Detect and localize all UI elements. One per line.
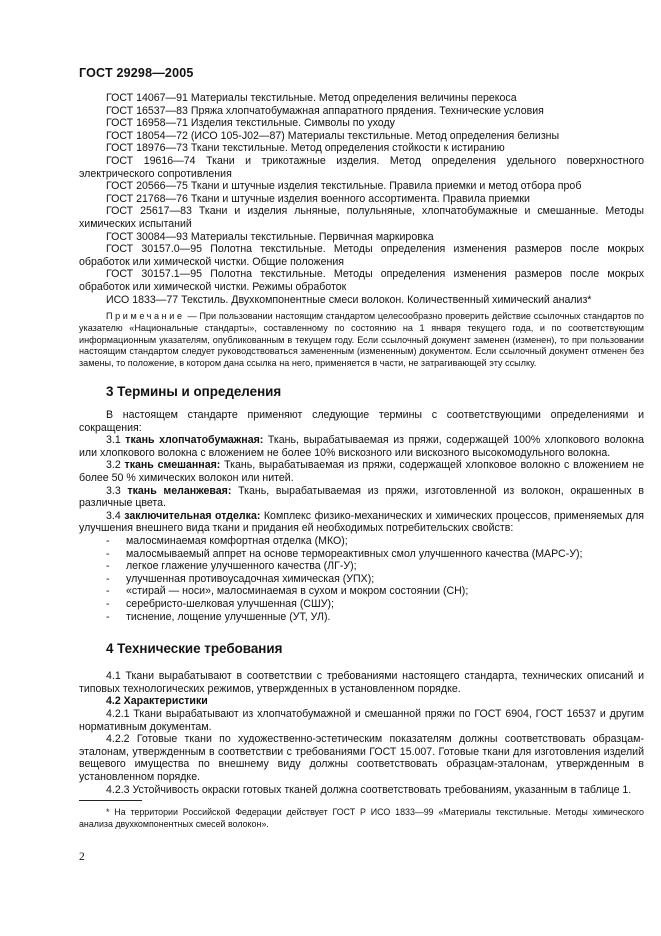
clause-4-2-heading: 4.2 Характеристики <box>106 695 208 708</box>
term-definition <box>79 459 644 484</box>
term-def: Ткань, вырабатываемая из пряжи, изготовленной из волокон, окрашенных в различные цвета. <box>79 484 644 510</box>
footnote-divider <box>79 800 142 801</box>
reference-item: ИСО 1833—77 Текстиль. Двухкомпонентные смеси волокон. Количественный химический анализ* <box>106 293 592 306</box>
finish-list <box>79 535 644 623</box>
note-text: — При пользовании настоящим стандартом целесообразно проверить действие ссылочных стандартов по указателю «Национальные стандарты», составленному по состоянию на 1 января текущего года, и по соответствующим информационным указателям, опубликованным в текущем году. Если ссылочный документ заменен (изменен), то при пользовании настоящим стандартом следует руководствоваться замененным (измененным) документом. Если ссылочный документ отменен без замены, то положение, в котором дана ссылка на него, применяется в части, не затрагивающей эту ссылку. <box>79 311 644 369</box>
list-item: - малосмываемый аппрет на основе термореактивных смол улучшенного качества (МАРС-У); <box>106 548 644 561</box>
list-item: - малосминаемая комфортная отделка (МКО); <box>106 535 644 548</box>
footnote: * На территории Российской Федерации действует ГОСТ Р ИСО 1833—99 «Материалы текстильные. Методы химического анализа двухкомпонентных смесей волокон». <box>79 807 644 829</box>
reference-item: ГОСТ 25617—83 Ткани и изделия льняные, полульняные, хлопчатобумажные и смешанные. Методы химических испытаний <box>79 205 644 230</box>
list-item: - улучшенная противоусадочная химическая (УПХ); <box>106 573 644 586</box>
term-def: Ткань, вырабатываемая из пряжи, содержащей хлопковое волокно с вложением не более 50 % химических волокон или нитей. <box>79 459 644 485</box>
clause-4-2-1: 4.2.1 Ткани вырабатывают из хлопчатобумажной и смешанной пряжи по ГОСТ 6904, ГОСТ 16537 и другим нормативным документам. <box>79 707 644 733</box>
section-4-title: 4 Технические требования <box>106 641 283 657</box>
clause-4-2-3: 4.2.3 Устойчивость окраски готовых тканей должна соответствовать требованиям, указанным в таблице 1. <box>106 783 632 796</box>
term-definition <box>79 510 644 535</box>
reference-item: ГОСТ 18054—72 (ИСО 105-J02—87) Материалы текстильные. Метод определения белизны <box>106 129 560 142</box>
term-definition <box>79 485 644 510</box>
page-body <box>79 92 644 831</box>
clause-4-2-2: 4.2.2 Готовые ткани по художественно-эстетическим показателям должны соответствовать образцам-эталонам, утвержденным в соответствии с требованиями ГОСТ 15.007. Готовые ткани для изготовления изделий вещевого имущества по внешнему виду должны соответствовать образцам-эталонам, утвержденным в установленном порядке. <box>79 733 644 783</box>
reference-item: ГОСТ 21768—76 Ткани и штучные изделия военного ассортимента. Правила приемки <box>106 192 530 205</box>
reference-item: ГОСТ 16958—71 Изделия текстильные. Символы по уходу <box>106 117 395 130</box>
term-name: ткань хлопчатобумажная: <box>125 434 264 447</box>
note-label: Примечание <box>106 311 185 322</box>
term-number: 3.4 <box>106 509 125 522</box>
term-number: 3.3 <box>106 484 128 497</box>
list-item: - серебристо-шелковая улучшенная (СШУ); <box>106 598 644 611</box>
page-header: ГОСТ 29298—2005 <box>79 66 194 80</box>
term-def: Ткань, вырабатываемая из пряжи, содержащей 100% хлопкового волокна или хлопкового волокна с вложением не более 10% вискозного или вискозного высокомодульного волокна. <box>79 434 644 459</box>
list-item: - «стирай — носи», малосминаемая в сухом и мокром состоянии (СН); <box>106 585 644 598</box>
reference-item: ГОСТ 30157.1—95 Полотна текстильные. Методы определения изменения размеров после мокрых обработок или химической чистки. Режимы обработок <box>79 268 644 293</box>
reference-item: ГОСТ 20566—75 Ткани и штучные изделия текстильные. Правила приемки и метод отбора проб <box>106 180 582 193</box>
section-3-title: 3 Термины и определения <box>106 384 282 400</box>
term-number: 3.2 <box>106 459 125 472</box>
clause-4-1: 4.1 Ткани вырабатывают в соответствии с требованиями настоящего стандарта, технических описаний и типовых технологических режимов, утвержденных в установленном порядке. <box>79 670 644 695</box>
reference-item: ГОСТ 19616—74 Ткани и трикотажные изделия. Метод определения удельного поверхностного электрического сопротивления <box>79 154 644 180</box>
page-number: 2 <box>79 851 85 863</box>
term-name: ткань смешанная: <box>124 459 221 472</box>
reference-item: ГОСТ 16537—83 Пряжа хлопчатобумажная аппаратного прядения. Технические условия <box>106 104 544 117</box>
term-name: заключительная отделка: <box>124 509 261 522</box>
term-number: 3.1 <box>106 434 126 447</box>
reference-item: ГОСТ 30084—93 Материалы текстильные. Первичная маркировка <box>106 230 434 243</box>
references-list <box>79 92 644 306</box>
list-item: - тиснение, лощение улучшенные (УТ, УЛ). <box>106 611 644 624</box>
reference-item: ГОСТ 18976—73 Ткани текстильные. Метод определения стойкости к истиранию <box>106 142 505 155</box>
term-name: ткань меланжевая: <box>127 484 232 497</box>
list-item: - легкое глажение улучшенного качества (ЛГ-У); <box>106 560 644 573</box>
reference-item: ГОСТ 30157.0—95 Полотна текстильные. Методы определения изменения размеров после мокрых обработок или химической чистки. Общие положения <box>79 243 644 268</box>
term-definition <box>79 434 644 459</box>
section-3-intro: В настоящем стандарте применяют следующие термины с соответствующими определениями и сокращения: <box>79 409 644 434</box>
reference-item: ГОСТ 14067—91 Материалы текстильные. Метод определения величины перекоса <box>106 92 517 104</box>
term-def: Комплекс физико-механических и химических процессов, применяемых для улучшения внешнего вида ткани и придания ей необходимых потребительских свойств: <box>79 509 645 535</box>
references-note <box>79 311 644 370</box>
